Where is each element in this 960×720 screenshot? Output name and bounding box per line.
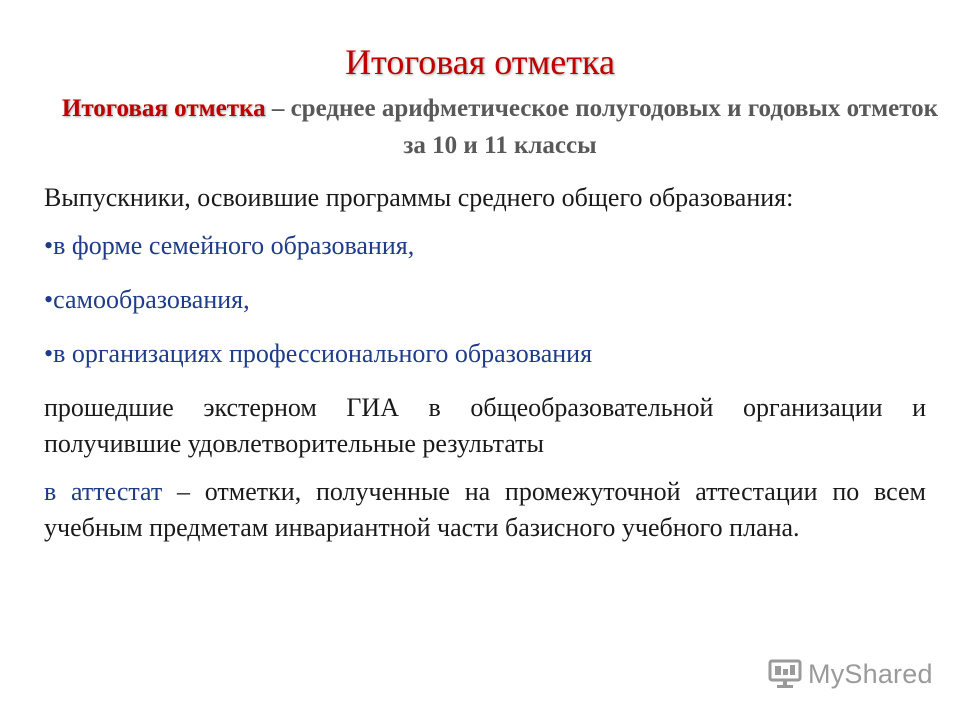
bullet-text: в форме семейного образования, xyxy=(53,231,415,260)
bullet-item xyxy=(44,336,926,372)
definition-dash: – xyxy=(265,95,291,122)
bullet-item xyxy=(44,282,926,318)
attestat-label: в аттестат xyxy=(44,477,163,506)
slide-body xyxy=(44,180,926,558)
bullet-text: в организациях профессионального образования xyxy=(53,339,593,368)
intro-paragraph: Выпускники, освоившие программы среднего общего образования: xyxy=(44,183,794,212)
bullet-text: самообразования, xyxy=(53,285,250,314)
watermark-text: MyShared xyxy=(808,658,933,689)
bullet-glyph: • xyxy=(44,231,54,260)
attestat-paragraph xyxy=(44,474,926,546)
bullet-item xyxy=(44,228,926,264)
definition-text: среднее арифметическое полугодовых и годовых отметок за 10 и 11 классы xyxy=(290,95,939,159)
bullet-glyph: • xyxy=(44,339,54,368)
bullet-glyph: • xyxy=(44,285,54,314)
watermark-logo xyxy=(768,656,933,692)
definition-term: Итоговая отметка xyxy=(61,95,266,122)
definition-subtitle xyxy=(60,90,940,164)
slide-title: Итоговая отметка xyxy=(345,42,615,82)
presentation-board-icon xyxy=(768,658,802,690)
passed-paragraph: прошедшие экстерном ГИА в общеобразовательной организации и получившие удовлетворительные результаты xyxy=(44,393,926,458)
attestat-text: – отметки, полученные на промежуточной аттестации по всем учебным предметам инвариантной части базисного учебного плана. xyxy=(44,477,926,542)
